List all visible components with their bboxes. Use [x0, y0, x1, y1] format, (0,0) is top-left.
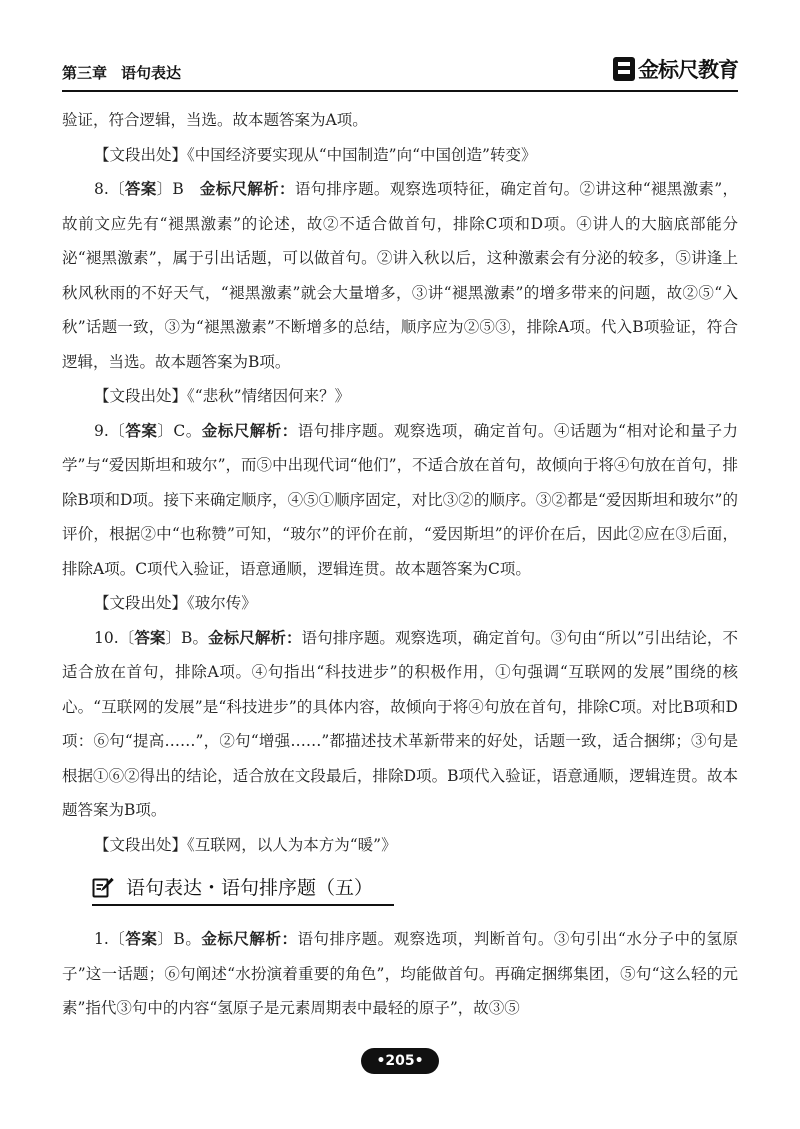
- emphasis-label: 答案: [125, 421, 158, 440]
- paragraph: [62, 103, 738, 138]
- emphasis-label: 答案: [124, 180, 157, 198]
- edit-icon: [92, 876, 114, 898]
- text-run: 【文段出处】《中国经济要实现从“中国制造”向“中国创造”转变》: [94, 145, 537, 164]
- paragraph: [62, 828, 738, 863]
- text-run: 〕C。: [157, 421, 202, 440]
- section-heading: [92, 870, 392, 904]
- paragraph: [62, 138, 738, 173]
- section-divider: [92, 904, 394, 906]
- text-run: 〕B: [156, 180, 200, 198]
- emphasis-label: 金标尺解析：: [208, 628, 302, 647]
- header-divider: [62, 90, 738, 92]
- paragraph: [62, 379, 738, 414]
- answer-explanations: [62, 103, 738, 862]
- text-run: 【文段出处】《玻尔传》: [94, 594, 257, 612]
- text-run: 【文段出处】《“悲秋”情绪因何来？》: [94, 387, 351, 405]
- text-run: 10.〔: [94, 628, 135, 647]
- text-run: 语句排序题。观察选项，确定首句。④话题为“相对论和量子力学”与“爱因斯坦和玻尔”，而⑤中出现代词“他们”，不适合放在首句，故倾向于将④句放在首句，排除B项和D项。接下来确定顺序，④⑤①顺序固定，对比③②的顺序。③②都是“爱因斯坦和玻尔”的评价，根据②中“也称赞”可知，“玻尔”的评价在前，“爱因斯坦”的评价在后，因此②应在③后面，排除A项。C项代入验证，语意通顺，逻辑连贯。故本题答案为C项。: [62, 421, 738, 578]
- brand-name: 金标尺教育: [638, 58, 738, 82]
- chapter-heading: [62, 62, 181, 83]
- emphasis-label: 金标尺解析：: [201, 930, 298, 948]
- page-number: •205•: [361, 1048, 439, 1074]
- emphasis-label: 答案: [125, 930, 158, 948]
- chapter-number: 第三章: [62, 64, 108, 82]
- page-header: [62, 52, 738, 92]
- text-run: 验证，符合逻辑，当选。故本题答案为A项。: [62, 111, 368, 129]
- emphasis-label: 金标尺解析：: [201, 421, 298, 440]
- emphasis-label: 答案: [134, 628, 166, 647]
- paragraph: [62, 621, 738, 828]
- paragraph: [62, 414, 738, 587]
- text-run: 语句排序题。观察选项特征，确定首句。②讲这种“褪黑激素”，故前文应先有“褪黑激素”的论述，故②不适合做首句，排除C项和D项。④讲人的大脑底部能分泌“褪黑激素”，属于引出话题，可以做首句。②讲入秋以后，这种激素会有分泌的较多，⑤讲逢上秋风秋雨的不好天气，“褪黑激素”就会大量增多，③讲“褪黑激素”的增多带来的问题，故②⑤“入秋”话题一致，③为“褪黑激素”不断增多的总结，顺序应为②⑤③，排除A项。代入B项验证，符合逻辑，当选。故本题答案为B项。: [62, 180, 738, 371]
- emphasis-label: 金标尺解析：: [199, 180, 295, 198]
- text-run: 【文段出处】《互联网，以人为本方为“暖”》: [94, 835, 397, 854]
- paragraph: [62, 172, 738, 379]
- text-run: 9.〔: [94, 421, 126, 440]
- paragraph: [62, 586, 738, 621]
- chapter-title: 语句表达: [121, 64, 182, 82]
- text-run: 〕B。: [157, 930, 202, 948]
- section-title: 语句表达・语句排序题（五）: [126, 877, 374, 899]
- text-run: 1.〔: [94, 930, 126, 948]
- text-run: 〕B。: [165, 628, 209, 647]
- text-run: 语句排序题。观察选项，确定首句。③句由“所以”引出结论，不适合放在首句，排除A项。④句指出“科技进步”的积极作用，①句强调“互联网的发展”围绕的核心。“互联网的发展”是“科技进步”的具体内容，故倾向于将④句放在首句，排除C项。对比B项和D项：⑥句“提高……”，②句“增强……”都描述技术革新带来的好处，话题一致，适合捆绑；③句是根据①⑥②得出的结论，适合放在文段最后，排除D项。B项代入验证，语意通顺，逻辑连贯。故本题答案为B项。: [62, 628, 738, 819]
- section-explanations: [62, 922, 738, 1026]
- brand-logo: [613, 54, 738, 84]
- text-run: 8.〔: [94, 180, 125, 198]
- paragraph: [62, 922, 738, 1026]
- text-run: 语句排序题。观察选项，判断首句。③句引出“水分子中的氢原子”这一话题；⑥句阐述“水扮演着重要的角色”，均能做首句。再确定捆绑集团，⑤句“这么轻的元素”指代③句中的内容“氢原子是元素周期表中最轻的原子”，故③⑤: [62, 930, 738, 1017]
- brand-logo-icon: [613, 57, 635, 81]
